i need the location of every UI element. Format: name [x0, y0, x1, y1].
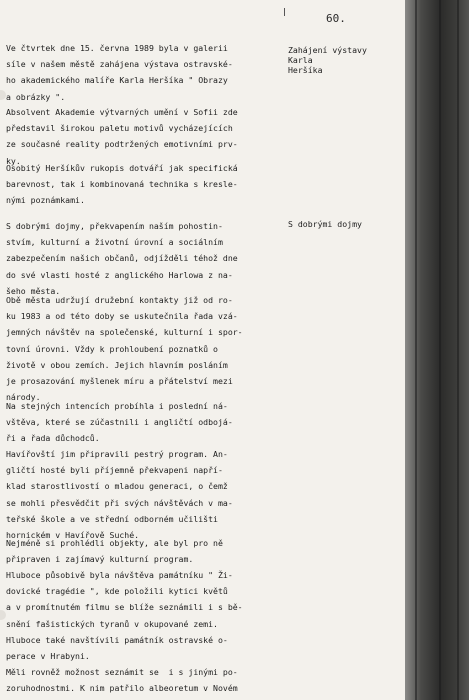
- text-line: Ve čtvrtek dne 15. června 1989 byla v galerii: [6, 43, 228, 53]
- text-line: Absolvent Akademie výtvarných umění v Sofii zde: [6, 107, 238, 117]
- text-line: Obě města udržují družební kontakty již od ro-: [6, 295, 233, 305]
- text-line: dovické tragédie ", kde položili kytici květů: [6, 586, 228, 597]
- margin-note-line: Zahájení výstavy: [288, 45, 367, 55]
- text-line: ze současné reality podtržených emotivními prv-: [6, 139, 238, 150]
- text-line: síle v našem městě zahájena výstava ostravské-: [6, 59, 233, 70]
- text-line: Osobitý Heršíkův rukopis dotváří jak specifická: [6, 163, 238, 173]
- paragraph: [6, 292, 302, 405]
- text-line: národy.: [6, 392, 41, 403]
- text-line: šeho města.: [6, 285, 61, 296]
- text-line: do své vlasti hosté z anglického Harlowa z na-: [6, 269, 233, 280]
- paragraph: [6, 446, 302, 543]
- text-line: ku 1983 a od této doby se uskutečnila řada vzá-: [6, 311, 238, 322]
- paragraph: [6, 160, 302, 209]
- text-line: nými poznámkami.: [6, 195, 85, 206]
- text-line: Hluboce také navštívili památník ostravské o-: [6, 634, 228, 645]
- page-number: 60.: [326, 12, 346, 25]
- margin-note-exhibition: [288, 45, 403, 75]
- text-line: zoruhodnostmi. K nim patřilo albeoretum v Novém: [6, 683, 238, 694]
- text-line: snění fašistických tyranů v okupované zemi.: [6, 618, 218, 629]
- text-line: a obrázky ".: [6, 91, 66, 102]
- paragraph: [6, 567, 302, 664]
- text-line: se mohli přesvědčit při svých návštěvách v ma-: [6, 497, 233, 508]
- paragraph: [6, 218, 302, 299]
- text-line: připraven i zajímavý kulturní program.: [6, 554, 194, 565]
- text-line: je prosazování myšlenek míru a přátelství mezi: [6, 376, 233, 387]
- paragraph: [6, 398, 302, 447]
- book-binding: [405, 0, 469, 700]
- text-line: životě v obou zemích. Jejich hlavním posláním: [6, 359, 228, 370]
- text-line: představil širokou paletu motivů vycházejících: [6, 123, 233, 134]
- text-line: a v promítnutém filmu se blíže seznámili i s bě-: [6, 602, 243, 613]
- text-line: ho akademického malíře Karla Heršíka " Obrazy: [6, 75, 228, 86]
- text-line: Havířovští jim připravili pestrý program. An-: [6, 449, 228, 459]
- paragraph: [6, 40, 302, 105]
- text-line: stvím, kulturní a životní úrovní a sociálním: [6, 237, 223, 248]
- text-line: Nejméně si prohlédli objekty, ale byl pro ně: [6, 538, 223, 548]
- text-line: tovní úrovni. Vždy k prohloubení poznatků o: [6, 343, 218, 354]
- text-line: gličtí hosté byli příjemně překvapeni napří-: [6, 465, 223, 476]
- text-line: jemných návštěv na společenské, kulturní i spor-: [6, 327, 243, 338]
- text-line: ky.: [6, 155, 21, 166]
- paragraph: [6, 664, 302, 696]
- text-line: perace v Hrabyni.: [6, 651, 90, 662]
- paragraph: [6, 535, 302, 567]
- margin-note-line: S dobrými dojmy: [288, 219, 362, 229]
- text-line: klad starostlivostí o mladou generaci, o čemž: [6, 481, 228, 492]
- text-line: teřské škole a ve střední odborném učilišti: [6, 513, 218, 524]
- text-line: barevnost, tak i kombinovaná technika s kresle-: [6, 179, 238, 190]
- text-line: Měli rovněž možnost seznámit se i s jinými po-: [6, 667, 238, 677]
- text-line: ři a řada důchodců.: [6, 433, 100, 444]
- text-line: hornickém v Havířově Suché.: [6, 530, 140, 541]
- text-line: Na stejných intencích probíhla i poslední ná-: [6, 401, 228, 411]
- margin-note-impressions: [288, 218, 403, 230]
- text-line: S dobrými dojmy, překvapením naším pohostin-: [6, 221, 223, 231]
- text-line: vštěva, které se zúčastnili i angličtí odbojá-: [6, 417, 233, 428]
- text-line: Hluboce působivě byla návštěva památníku " Ži-: [6, 570, 233, 580]
- margin-note-line: Karla: [288, 55, 313, 65]
- text-line: zabezpečením našich občanů, odjížděli téhož dne: [6, 253, 238, 264]
- margin-note-line: Heršíka: [288, 65, 323, 75]
